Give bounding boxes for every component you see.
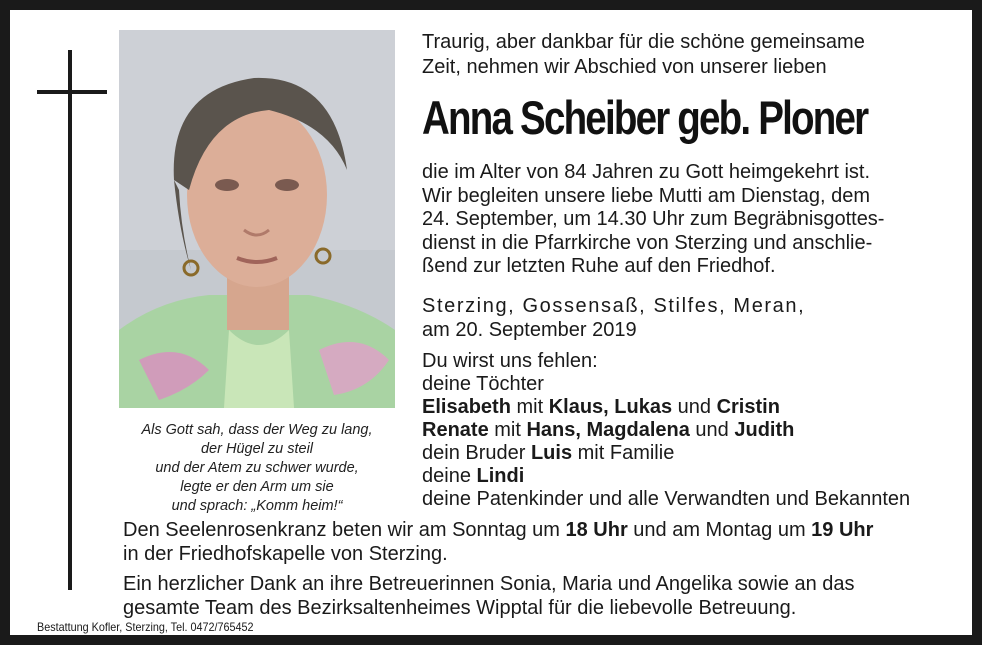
announcement-line: die im Alter von 84 Jahren zu Gott heimgekehrt ist. [422,161,870,183]
poem-line: und sprach: „Komm heim!“ [171,498,343,514]
intro-line: Zeit, nehmen wir Abschied von unserer lieben [422,56,827,78]
cross-icon-bar [37,90,107,94]
family-line: deine Patenkinder und alle Verwandten und Bekannten [422,488,911,510]
poem-line: und der Atem zu schwer wurde, [155,460,359,476]
family-line: Renate mit Hans, Magdalena und Judith [422,419,795,441]
announcement-line: ßend zur letzten Ruhe auf den Friedhof. [422,255,776,277]
memorial-poem [119,421,395,516]
thanks-line: Ein herzlicher Dank an ihre Betreuerinnen Sonia, Maria und Angelika sowie an das [123,573,855,595]
daughters-label: deine Töchter [422,373,544,395]
announcement-text [422,161,884,279]
places-and-date [422,294,805,342]
deceased-name: Anna Scheiber geb. Ploner [422,91,868,144]
family-line: Elisabeth mit Klaus, Lukas und Cristin [422,396,780,418]
funeral-home-footer: Bestattung Kofler, Sterzing, Tel. 0472/765452 [37,620,254,634]
poem-line: legte er den Arm um sie [180,479,334,495]
poem-line: Als Gott sah, dass der Weg zu lang, [141,422,373,438]
rosary-line: Den Seelenrosenkranz beten wir am Sonntag um 18 Uhr und am Montag um 19 Uhr [123,519,874,541]
service-and-thanks [123,519,873,620]
places: Sterzing, Gossensaß, Stilfes, Meran, [422,295,806,317]
family-line: deine Lindi [422,465,525,487]
rosary-line: in der Friedhofskapelle von Sterzing. [123,542,448,565]
date: am 20. September 2019 [422,319,637,341]
family-intro: Du wirst uns fehlen: [422,350,598,372]
announcement-line: Wir begleiten unsere liebe Mutti am Dienstag, dem [422,184,870,207]
cross-icon [68,50,72,590]
thanks-line: gesamte Team des Bezirksaltenheimes Wipptal für die liebevolle Betreuung. [123,596,797,619]
announcement-line: 24. September, um 14.30 Uhr zum Begräbnisgottes- [422,208,885,230]
family-list [422,350,910,511]
intro-line: Traurig, aber dankbar für die schöne gemeinsame [422,31,865,53]
intro-text [422,30,865,80]
family-line: dein Bruder Luis mit Familie [422,442,675,464]
poem-line: der Hügel zu steil [200,441,314,457]
portrait-photo [119,30,395,408]
announcement-line: dienst in die Pfarrkirche von Sterzing und anschlie- [422,231,873,254]
